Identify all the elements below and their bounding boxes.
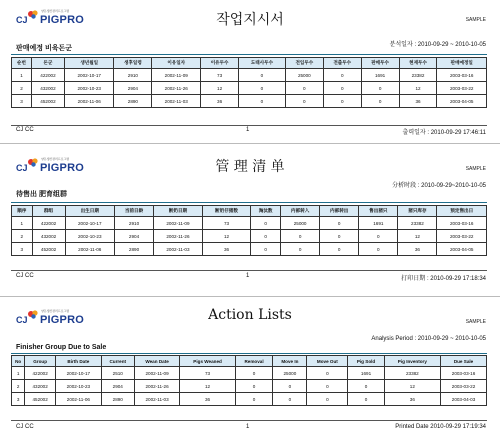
table-cell: 36 xyxy=(201,95,239,108)
group-title: 待售出 肥育组群 xyxy=(16,191,67,198)
report-korean xyxy=(0,0,500,140)
table-cell: 0 xyxy=(281,243,320,256)
table-cell: 2003-03-16 xyxy=(441,367,487,380)
table-cell: 2510 xyxy=(101,367,134,380)
section-divider xyxy=(0,296,500,297)
table-cell: 2002-10-17 xyxy=(65,217,114,230)
column-header: 预定售出日 xyxy=(437,206,487,217)
table-cell: 23382 xyxy=(384,367,440,380)
table-cell: 1 xyxy=(12,217,33,230)
table-header-row xyxy=(12,356,487,367)
table-row xyxy=(12,230,487,243)
table-cell: 0 xyxy=(348,393,384,406)
table-cell: 36 xyxy=(180,393,235,406)
table-cell: 0 xyxy=(361,82,399,95)
column-header: 생후일령 xyxy=(114,58,152,69)
footer-rule xyxy=(11,125,487,126)
table-cell: 2 xyxy=(12,230,33,243)
report-title: Action Lists xyxy=(208,307,292,323)
column-header: Group xyxy=(25,356,56,367)
table-cell: 2002-11-26 xyxy=(152,82,201,95)
report-title: 작업지시서 xyxy=(216,12,284,28)
table-cell: 2002-11-06 xyxy=(65,243,114,256)
report-chinese xyxy=(0,148,500,293)
table-cell: 12 xyxy=(399,82,437,95)
table-cell: 0 xyxy=(281,230,320,243)
table-cell: 422002 xyxy=(32,217,65,230)
column-header: 전출두수 xyxy=(323,58,361,69)
table-cell: 36 xyxy=(398,243,437,256)
table-cell: 36 xyxy=(202,243,250,256)
table-cell: 2003-03-16 xyxy=(437,69,487,82)
table-cell: 25000 xyxy=(285,69,323,82)
table-cell: 432002 xyxy=(31,82,64,95)
table-cell: 0 xyxy=(251,217,281,230)
table-row xyxy=(12,82,487,95)
column-header: 전입두수 xyxy=(285,58,323,69)
column-header: Current xyxy=(101,356,134,367)
table-cell: 12 xyxy=(202,230,250,243)
logo-tagline: 양돈생산관리프로그램 xyxy=(41,309,69,313)
table-cell: 0 xyxy=(273,393,307,406)
table-header-row xyxy=(12,206,487,217)
table-cell: 0 xyxy=(323,69,361,82)
sample-label: SAMPLE xyxy=(465,319,486,325)
footer-print-date: 출력일자 : 2010-09-29 17:46:11 xyxy=(402,130,486,136)
footer-company: CJ CC xyxy=(16,424,34,430)
column-header: 猪只库存 xyxy=(398,206,437,217)
column-header: Move In xyxy=(273,356,307,367)
table-cell: 23382 xyxy=(398,217,437,230)
table-cell: 0 xyxy=(307,380,348,393)
table-cell: 422002 xyxy=(31,69,64,82)
table-row xyxy=(12,217,487,230)
table-cell: 2002-11-09 xyxy=(134,367,180,380)
table-row xyxy=(12,69,487,82)
table-cell: 1691 xyxy=(359,217,398,230)
table-cell: 2 xyxy=(12,380,25,393)
table-cell: 0 xyxy=(273,380,307,393)
footer-company: CJ CC xyxy=(16,127,34,133)
logo-brand: PIGPRO xyxy=(40,14,84,26)
column-header: 이유일자 xyxy=(152,58,201,69)
table-cell: 0 xyxy=(359,230,398,243)
table-cell: 2003-03-22 xyxy=(441,380,487,393)
table-cell: 2002-11-09 xyxy=(154,217,203,230)
table-row xyxy=(12,380,487,393)
table-cell: 12 xyxy=(398,230,437,243)
table-cell: 0 xyxy=(239,69,286,82)
table-cell: 2890 xyxy=(114,95,152,108)
footer-rule xyxy=(11,420,487,421)
table-cell: 1691 xyxy=(361,69,399,82)
table-cell: 0 xyxy=(235,367,273,380)
table-cell: 2002-10-23 xyxy=(64,82,113,95)
table-cell: 2910 xyxy=(114,217,153,230)
table-cell: 12 xyxy=(180,380,235,393)
column-header: 판매두수 xyxy=(361,58,399,69)
table-cell: 1 xyxy=(12,367,25,380)
table-cell: 0 xyxy=(320,243,359,256)
report-title: 管 理 清 单 xyxy=(215,159,285,175)
sample-label: SAMPLE xyxy=(465,166,486,172)
column-header: 淘汰数 xyxy=(251,206,281,217)
column-header: Pigs Weaned xyxy=(180,356,235,367)
table-cell: 432002 xyxy=(32,230,65,243)
table-cell: 0 xyxy=(285,82,323,95)
table-cell: 0 xyxy=(323,82,361,95)
table-row xyxy=(12,393,487,406)
footer-print-date: Printed Date 2010-09-29 17:19:34 xyxy=(395,424,486,430)
footer-rule xyxy=(11,270,487,271)
logo-prefix: CJ xyxy=(16,315,28,325)
table-cell: 452002 xyxy=(25,393,56,406)
table-cell: 432002 xyxy=(25,380,56,393)
table-row xyxy=(12,367,487,380)
table-cell: 36 xyxy=(384,393,440,406)
column-header: 순번 xyxy=(12,58,32,69)
group-title: Finisher Group Due to Sale xyxy=(16,344,107,351)
table-cell: 2002-10-17 xyxy=(55,367,101,380)
table-cell: 422002 xyxy=(25,367,56,380)
logo-tagline: 양돈생산관리프로그램 xyxy=(41,9,69,13)
column-header: 도태사두수 xyxy=(239,58,286,69)
column-header: 현재두수 xyxy=(399,58,437,69)
table-cell: 2002-11-03 xyxy=(154,243,203,256)
table-cell: 2003-04-03 xyxy=(441,393,487,406)
table-cell: 2890 xyxy=(101,393,134,406)
analysis-period: 분석일자 : 2010-09-29 ~ 2010-10-05 xyxy=(389,42,486,48)
table-cell: 0 xyxy=(307,367,348,380)
table-cell: 2904 xyxy=(114,82,152,95)
table-cell: 3 xyxy=(12,243,33,256)
column-header: Birth Date xyxy=(55,356,101,367)
column-header: 群组 xyxy=(32,206,65,217)
report-table xyxy=(11,205,487,256)
footer-page-number: 1 xyxy=(246,127,250,133)
table-cell: 36 xyxy=(399,95,437,108)
table-cell: 12 xyxy=(201,82,239,95)
analysis-period: 分析时段 : 2010-09-29~2010-10-05 xyxy=(392,183,486,189)
column-header: Pig Sold xyxy=(348,356,384,367)
table-cell: 0 xyxy=(235,393,273,406)
table-top-rule xyxy=(11,353,487,354)
table-cell: 2003-03-16 xyxy=(437,217,487,230)
table-cell: 1 xyxy=(12,69,32,82)
table-cell: 0 xyxy=(348,380,384,393)
table-cell: 12 xyxy=(384,380,440,393)
logo-brand: PIGPRO xyxy=(40,162,84,174)
column-header: 出生日期 xyxy=(65,206,114,217)
logo-brand: PIGPRO xyxy=(40,314,84,326)
table-cell: 2002-10-17 xyxy=(64,69,113,82)
table-cell: 2904 xyxy=(114,230,153,243)
table-cell: 2003-03-22 xyxy=(437,230,487,243)
table-cell: 0 xyxy=(239,95,286,108)
table-cell: 2910 xyxy=(114,69,152,82)
column-header: 판매예정일 xyxy=(437,58,487,69)
table-cell: 3 xyxy=(12,393,25,406)
table-cell: 0 xyxy=(239,82,286,95)
table-cell: 2002-11-26 xyxy=(134,380,180,393)
table-cell: 0 xyxy=(323,95,361,108)
table-row xyxy=(12,95,487,108)
table-cell: 3 xyxy=(12,95,32,108)
table-cell: 2904 xyxy=(101,380,134,393)
table-cell: 73 xyxy=(201,69,239,82)
column-header: Pig Inventory xyxy=(384,356,440,367)
footer-print-date: 打印日期 : 2010-09-29 17:18:34 xyxy=(401,276,486,282)
column-header: 생년월일 xyxy=(64,58,113,69)
table-cell: 1691 xyxy=(348,367,384,380)
analysis-period: Analysis Period : 2010-09-29 ~ 2010-10-05 xyxy=(371,336,486,342)
column-header: 断奶仔猪数 xyxy=(202,206,250,217)
table-cell: 2002-11-03 xyxy=(134,393,180,406)
column-header: 이유두수 xyxy=(201,58,239,69)
table-cell: 25000 xyxy=(273,367,307,380)
table-cell: 23382 xyxy=(399,69,437,82)
column-header: 断奶日期 xyxy=(154,206,203,217)
logo-prefix: CJ xyxy=(16,15,28,25)
column-header: Move Out xyxy=(307,356,348,367)
table-cell: 452002 xyxy=(31,95,64,108)
footer-page-number: 1 xyxy=(246,424,250,430)
sample-label: SAMPLE xyxy=(465,17,486,23)
table-cell: 0 xyxy=(320,230,359,243)
table-cell: 2002-10-23 xyxy=(65,230,114,243)
table-top-rule xyxy=(11,202,487,203)
table-row xyxy=(12,243,487,256)
table-cell: 2003-04-05 xyxy=(437,243,487,256)
column-header: 内部转入 xyxy=(281,206,320,217)
report-english xyxy=(0,300,500,446)
table-cell: 0 xyxy=(359,243,398,256)
table-cell: 0 xyxy=(251,243,281,256)
column-header: 顺序 xyxy=(12,206,33,217)
column-header: 内部转出 xyxy=(320,206,359,217)
table-cell: 2002-10-23 xyxy=(55,380,101,393)
table-cell: 2003-03-22 xyxy=(437,82,487,95)
table-cell: 25000 xyxy=(281,217,320,230)
footer-page-number: 1 xyxy=(246,273,250,279)
logo-tagline: 양돈생산관리프로그램 xyxy=(41,157,69,161)
table-cell: 0 xyxy=(307,393,348,406)
table-cell: 2002-11-26 xyxy=(154,230,203,243)
column-header: 돈군 xyxy=(31,58,64,69)
logo-prefix: CJ xyxy=(16,163,28,173)
report-table xyxy=(11,355,487,406)
table-cell: 2002-11-06 xyxy=(64,95,113,108)
table-cell: 452002 xyxy=(32,243,65,256)
column-header: 当前日龄 xyxy=(114,206,153,217)
table-cell: 2 xyxy=(12,82,32,95)
column-header: Wean Date xyxy=(134,356,180,367)
report-table xyxy=(11,57,487,108)
table-top-rule xyxy=(11,54,487,55)
column-header: 售出猪只 xyxy=(359,206,398,217)
table-cell: 0 xyxy=(320,217,359,230)
group-title: 판매예정 비육돈군 xyxy=(16,45,73,52)
footer-company: CJ CC xyxy=(16,273,34,279)
table-cell: 0 xyxy=(235,380,273,393)
table-cell: 0 xyxy=(285,95,323,108)
table-cell: 2002-11-03 xyxy=(152,95,201,108)
table-cell: 2003-04-05 xyxy=(437,95,487,108)
column-header: Due Sale xyxy=(441,356,487,367)
column-header: No xyxy=(12,356,25,367)
table-cell: 2890 xyxy=(114,243,153,256)
table-cell: 2002-11-09 xyxy=(152,69,201,82)
section-divider xyxy=(0,143,500,144)
column-header: Removal xyxy=(235,356,273,367)
table-cell: 0 xyxy=(251,230,281,243)
table-cell: 0 xyxy=(361,95,399,108)
table-cell: 73 xyxy=(180,367,235,380)
table-header-row xyxy=(12,58,487,69)
table-cell: 2002-11-06 xyxy=(55,393,101,406)
table-cell: 73 xyxy=(202,217,250,230)
